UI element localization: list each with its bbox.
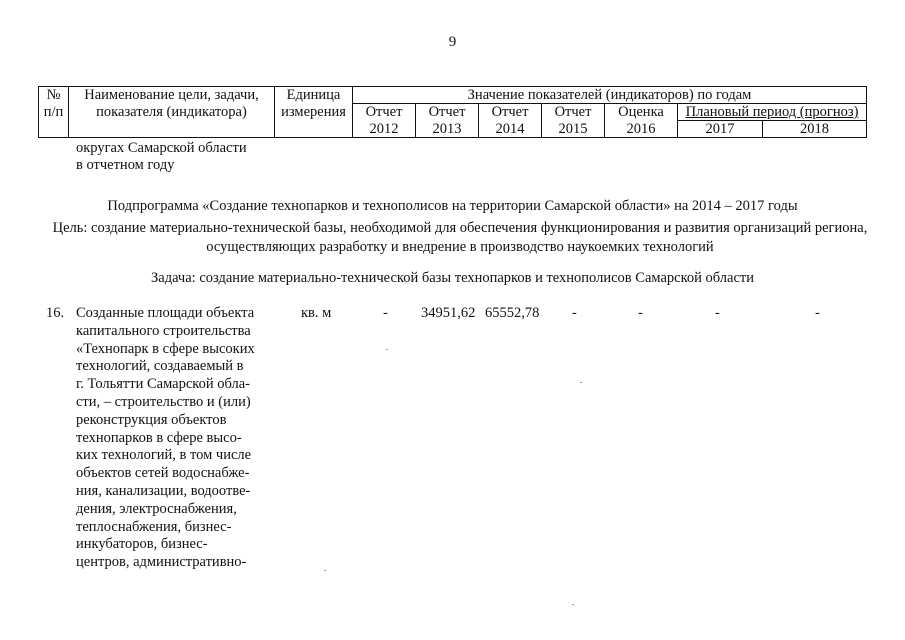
value-2014: 65552,78 — [485, 305, 540, 321]
name-line: теплоснабжения, бизнес- — [76, 518, 232, 535]
year-label: 2015 — [542, 121, 605, 138]
year-label: 2012 — [353, 121, 416, 138]
page-number: 9 — [448, 34, 457, 50]
scan-speck — [572, 604, 574, 605]
continued-line: округах Самарской области — [76, 140, 247, 156]
name-line: инкубаторов, бизнес- — [76, 536, 208, 553]
plan-period-title: Плановый период (прогноз) — [678, 104, 867, 121]
name-line: Созданные площади объекта — [76, 305, 255, 321]
name-line: технопарков в сфере высо- — [76, 429, 242, 446]
value-2018: - — [815, 305, 820, 321]
name-line: ких технологий, в том числе — [76, 447, 252, 464]
name-line: ния, канализации, водоотве- — [76, 482, 251, 499]
task-text: Задача: создание материально-технической базы технопарков и технополисов Самарской области — [151, 270, 754, 286]
scan-speck — [580, 382, 582, 383]
year-kind: Отчет — [542, 104, 605, 121]
year-kind: Отчет — [479, 104, 542, 121]
row-number: 16. — [46, 305, 65, 321]
value-2017: - — [715, 305, 720, 321]
year-kind: Отчет — [416, 104, 479, 121]
values-title: Значение показателей (индикаторов) по годам — [353, 87, 867, 104]
unit-col-header-2: измерения — [275, 104, 353, 121]
year-label: 2018 — [763, 121, 867, 138]
subprogram-title: Подпрограмма «Создание технопарков и технополисов на территории Самарской области» на 2014 – 2017 годы — [107, 198, 798, 214]
name-line: «Технопарк в сфере высоких — [76, 340, 255, 357]
year-label: 2014 — [479, 121, 542, 138]
name-col-header-2: показателя (индикатора) — [69, 104, 275, 121]
year-label: 2017 — [678, 121, 763, 138]
name-line: объектов сетей водоснабже- — [76, 465, 250, 482]
name-line: технологий, создаваемый в — [76, 358, 244, 375]
continued-line: в отчетном году — [76, 157, 175, 173]
num-col-header-2: п/п — [39, 104, 69, 121]
name-line: центров, административно- — [76, 554, 247, 571]
value-2013: 34951,62 — [421, 305, 476, 321]
name-line: реконструкция объектов — [76, 411, 227, 428]
name-line: г. Тольятти Самарской обла- — [76, 376, 250, 393]
scan-speck — [386, 349, 388, 350]
continued-text — [76, 140, 276, 174]
indicator-table-header — [38, 86, 867, 138]
year-label: 2016 — [605, 121, 678, 138]
name-line: дения, электроснабжения, — [76, 500, 237, 517]
row-indicator-name — [76, 305, 281, 572]
name-col-header: Наименование цели, задачи, — [69, 87, 275, 104]
value-2015: - — [572, 305, 577, 321]
unit-col-header: Единица — [275, 87, 353, 104]
scan-speck — [324, 570, 326, 571]
num-col-header: № — [39, 87, 69, 104]
year-label: 2013 — [416, 121, 479, 138]
value-2012: - — [383, 305, 388, 321]
name-line: сти, – строительство и (или) — [76, 393, 251, 410]
goal-text: Цель: создание материально-технической базы, необходимой для обеспечения функционирования и развития организаций региона, осуществляющих разработку и внедрение в производство наукоемких технологий — [52, 220, 868, 255]
value-2016: - — [638, 305, 643, 321]
year-kind: Отчет — [353, 104, 416, 121]
year-kind: Оценка — [605, 104, 678, 121]
name-line: капитального строительства — [76, 322, 251, 339]
row-unit: кв. м — [301, 305, 332, 321]
